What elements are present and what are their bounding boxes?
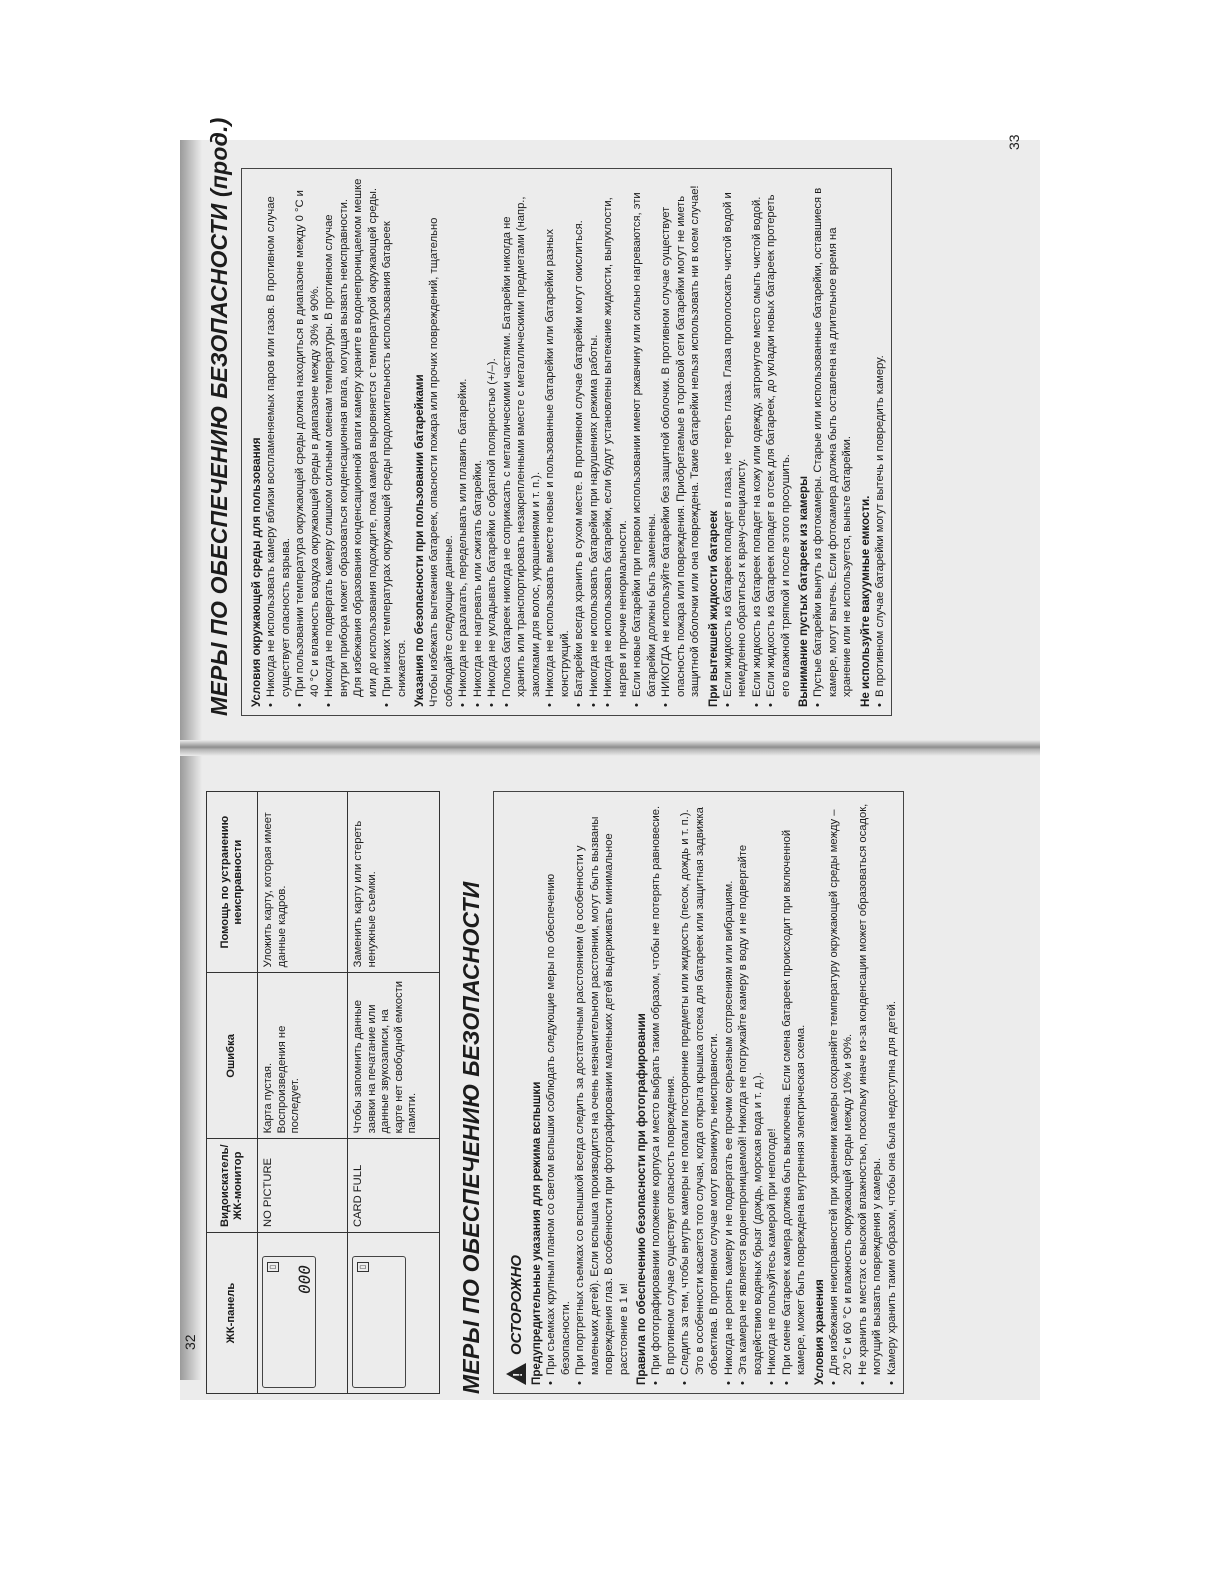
section-heading: Вынимание пустых батареек из камеры: [797, 475, 810, 707]
page-33-content-box: [241, 168, 892, 716]
page-32-title: МЕРЫ ПО ОБЕСПЕЧЕНИЮ БЕЗОПАСНОСТИ: [458, 881, 484, 1394]
list-item: • НИКОГДА не используйте батарейки без защитной оболочки. В противном случае существует опасность пожара или повреждения. Приобретаемые в торговой сети батарейки могут не иметь защитной оболочки или она повреждена. Такие батарейки нельзя использовать ни в коем случае!: [659, 177, 703, 707]
caution-header: [506, 800, 526, 1385]
warning-triangle-icon: !: [506, 1363, 526, 1385]
section-heading: Не используйте вакуумные емкости.: [858, 495, 872, 707]
list-item: • Если новые батарейки при первом использовании имеют ржавчину или сильно нагреваются, эти батарейки должны быть заменены.: [630, 177, 659, 707]
list-item: • Для избежания неисправностей при хранении камеры сохраняйте температуру окружающей среды между –20 °C и 60 °C и влажность окружающей среды между 10% и 90%.: [827, 800, 856, 1385]
card-icon: ▯: [267, 1262, 279, 1272]
list-item: • Полюса батареек никогда не соприкасать с металлическими частями. Батарейки никогда не хранить или транспортировать незакрепленными вместе с металлическими предметами (напр., заколками для волос, украшениями и т. п.).: [500, 177, 544, 707]
header-help: Помощь по устранению неисправности: [207, 792, 258, 973]
list-item: • При фотографировании положение корпуса и место выбрать таким образом, чтобы не потерять равновесие. В противном случае существует опасность повреждения.: [649, 800, 678, 1385]
list-item: • Если жидкость из батареек попадет в глаза, не тереть глаза. Глаза прополоскать чистой водой и немедленно обратиться к врачу-специалисту.: [721, 177, 750, 707]
list-item: • Никогда не использовать батарейки при нарушениях режима работы.: [587, 177, 602, 707]
lcd-panel-illustration: [262, 1256, 316, 1388]
bullet-list: [827, 800, 900, 1385]
page-32: [196, 785, 996, 1400]
section-heading: Указания по безопасности при пользовании батарейками: [413, 374, 426, 707]
list-item: • Никогда не использовать вместе новые и пользованные батарейки или батарейки разных конструкций.: [543, 177, 572, 707]
list-item: • В противном случае батарейки могут вытечь и повредить камеру.: [873, 177, 888, 707]
bullet-list: [721, 177, 794, 707]
list-item: • Не хранить в местах с высокой влажностью, поскольку иначе из-за конденсации может образоваться осадок, могущий вызвать повреждения у камеры.: [856, 800, 885, 1385]
list-item: • Никогда не подвергать камеру слишком сильным сменам температуры. В противном случае внутри прибора может образоваться конденсационная влага, могущая вызвать неисправности. Для избежания образования конденсационной влаги камеру храните в водонепроницаемом мешке или до использования подождите, пока камера выровняется с температурой окружающей среды.: [322, 177, 380, 707]
error-cell: Чтобы запомнить данные заявки на печатание или данные звукозаписи, на карте нет свободной емкости памяти.: [348, 973, 440, 1139]
section-heading: Условия хранения: [812, 1279, 826, 1385]
error-cell: Карта пустая. Воспроизведения не последует.: [258, 973, 348, 1139]
lcd-cell: [258, 1233, 348, 1394]
list-item: • Если жидкость из батареек попадет на кожу или одежду, затронутое место смыть чистой водой.: [750, 177, 765, 707]
troubleshooting-table: [206, 791, 440, 1394]
help-cell: Заменить карту или стереть ненужные съемки.: [348, 792, 440, 973]
page-number-33: 33: [1006, 134, 1022, 150]
list-item: • Никогда не укладывать батарейки с обратной полярностью (+/–).: [485, 177, 500, 707]
bullet-list: [456, 177, 703, 707]
bullet-list: [873, 177, 888, 707]
list-item: • При съемках крупным планом со светом вспышки соблюдать следующие меры по обеспечению безопасности.: [544, 800, 573, 1385]
list-item: • При портретных съемках со вспышкой всегда следить за достаточным расстоянием (в особенности у маленьких детей). Если вспышка производится на очень незначительном расстоянии, могут быть вызваны повреждения глаз. В особенности при фотографировании маленьких детей выдерживать минимальное расстояние в 1 м!: [573, 800, 631, 1385]
list-item: • При пользовании температура окружающей среды должна находиться в диапазоне между 0 °C и 40 °C и влажность воздуха окружающей среды в диапазоне между 30% и 90%.: [293, 177, 322, 707]
table-row: [348, 792, 440, 1394]
bullet-list: [264, 177, 409, 707]
book-gutter: [180, 740, 1040, 756]
section-heading: Условия окружающей среды для пользования: [250, 437, 263, 707]
list-item: • Никогда не пользуйтесь камерой при непогоде!: [765, 800, 780, 1385]
card-icon: ▯: [357, 1262, 369, 1272]
page-number-32: 32: [182, 1334, 198, 1350]
list-item: • Батарейки всегда хранить в сухом месте. В противном случае батарейки могут окислиться.: [572, 177, 587, 707]
table-row: [258, 792, 348, 1394]
list-item: • При низких температурах окружающей среды продолжительность использования батареек снижается.: [380, 177, 409, 707]
page-33: [196, 117, 996, 722]
header-viewfinder: Видоискатель/ ЖК-монитор: [207, 1139, 258, 1233]
list-item: • Никогда не использовать камеру вблизи воспламеняемых паров или газов. В противном случае существует опасность взрыва.: [264, 177, 293, 707]
list-item: • Никогда не использовать батарейки, если будут установлены вытекание жидкости, выпуклости, нагрев и прочие ненормальности.: [601, 177, 630, 707]
section-heading: Правила по обеспечению безопасности при фотографировании: [635, 1013, 648, 1385]
bullet-list: [649, 800, 809, 1385]
list-item: • Никогда не разлагать, переделывать или плавить батарейки.: [456, 177, 471, 707]
viewfinder-cell: NO PICTURE: [258, 1139, 348, 1233]
list-item: • Следить за тем, чтобы внутрь камеры не попали посторонние предметы или жидкость (песок, дождь и т. п.). Это в особенности касается того случая, когда открыта крышка отсека для батареек или защитная задвижка объектива. В противном случае могут возникнуть неисправности.: [678, 800, 722, 1385]
bullet-list: [811, 177, 855, 707]
page-33-title: МЕРЫ ПО ОБЕСПЕЧЕНИЮ БЕЗОПАСНОСТИ (прод.): [206, 117, 232, 716]
bullet-list: [544, 800, 631, 1385]
list-item: • Никогда не ронять камеру и не подвергать ее прочим серьезным сотрясениям или вибрациям.: [722, 800, 737, 1385]
list-item: • Эта камера не является водонепроницаемой! Никогда не погружайте камеру в воду и не подвергайте воздействию водяных брызг (дождь, морская вода и т. д.).: [736, 800, 765, 1385]
section-heading: При вытекшей жидкости батареек: [706, 510, 720, 707]
lcd-cell: [348, 1233, 440, 1394]
section-lead: Чтобы избежать вытекания батареек, опасности пожара или прочих повреждений, тщательно соблюдайте следующие данные.: [428, 217, 455, 707]
lcd-panel-illustration: [352, 1256, 406, 1388]
viewfinder-cell: CARD FULL: [348, 1139, 440, 1233]
page-32-content-box: [493, 791, 904, 1394]
lcd-segment-code: 000: [294, 1265, 314, 1294]
list-item: • Если жидкость из батареек попадет в отсек для батареек, до укладки новых батареек протереть его влажной тряпкой и после этого просушить.: [764, 177, 793, 707]
help-cell: Уложить карту, которая имеет данные кадров.: [258, 792, 348, 973]
header-lcd-panel: ЖК-панель: [207, 1233, 258, 1394]
list-item: • Пустые батарейки вынуть из фотокамеры. Старые или использованные батарейки, оставшиеся в камере, могут вытечь. Если фотокамера должна быть оставлена на длительное время на хранение или не используется, выньте батарейки.: [811, 177, 855, 707]
caution-label: ОСТОРОЖНО: [507, 1254, 525, 1355]
header-error: Ошибка: [207, 973, 258, 1139]
list-item: • Никогда не нагревать или сжигать батарейки.: [471, 177, 486, 707]
section-heading: Предупредительные указания для режима вспышки: [530, 1081, 543, 1385]
page-32-sections: [530, 800, 899, 1385]
table-header-row: [207, 792, 258, 1394]
list-item: • Камеру хранить таким образом, чтобы она была недоступна для детей.: [885, 800, 900, 1385]
list-item: • При смене батареек камера должна быть выключена. Если смена батареек происходит при включенной камере, может быть повреждена внутренняя электрическая схема.: [780, 800, 809, 1385]
